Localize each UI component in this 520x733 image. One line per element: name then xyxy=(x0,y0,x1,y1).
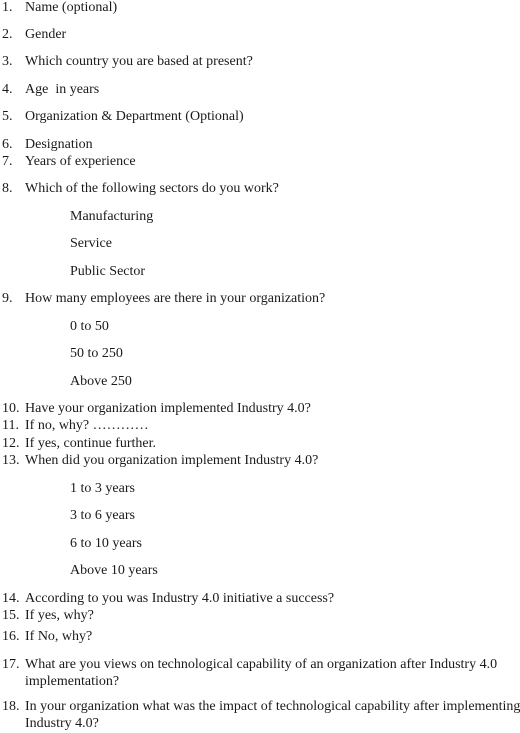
question-text: Years of experience xyxy=(25,154,136,169)
question-text-continuation: Industry 4.0? xyxy=(25,716,99,731)
question-number: 12. xyxy=(2,436,20,451)
question-text: If yes, why? xyxy=(25,608,94,623)
question-text: If yes, continue further. xyxy=(25,436,157,451)
question-text-continuation: implementation? xyxy=(25,674,120,689)
question-number: 10. xyxy=(2,401,20,416)
question-number: 11. xyxy=(2,418,19,433)
question-number: 15. xyxy=(2,608,20,623)
question-number: 1. xyxy=(2,0,13,15)
question-text: In your organization what was the impact of technological capability after implementing xyxy=(25,699,520,714)
question-text: If no, why? ………… xyxy=(25,418,149,433)
question-number: 3. xyxy=(2,54,13,69)
question-number: 14. xyxy=(2,591,20,606)
question-number: 18. xyxy=(2,699,20,714)
option-1-to-3-years: 1 to 3 years xyxy=(70,481,135,496)
question-number: 7. xyxy=(2,154,13,169)
question-number: 16. xyxy=(2,629,20,644)
option-3-to-6-years: 3 to 6 years xyxy=(70,508,135,523)
question-text: Which country you are based at present? xyxy=(25,54,253,69)
question-text: Designation xyxy=(25,137,93,152)
option-6-to-10-years: 6 to 10 years xyxy=(70,536,142,551)
option-0-to-50: 0 to 50 xyxy=(70,319,109,334)
question-number: 13. xyxy=(2,453,20,468)
question-text: According to you was Industry 4.0 initiative a success? xyxy=(25,591,335,606)
question-text: How many employees are there in your organization? xyxy=(25,291,326,306)
question-number: 2. xyxy=(2,27,13,42)
question-number: 17. xyxy=(2,657,20,672)
option-above-10-years: Above 10 years xyxy=(70,563,158,578)
question-text: What are you views on technological capability of an organization after Industry 4.0 xyxy=(25,657,498,672)
question-number: 9. xyxy=(2,291,13,306)
question-text: Gender xyxy=(25,27,67,42)
question-text: Organization & Department (Optional) xyxy=(25,109,244,124)
question-number: 6. xyxy=(2,137,13,152)
question-text: Age in years xyxy=(25,82,100,97)
option-service: Service xyxy=(70,236,112,251)
question-text: When did you organization implement Industry 4.0? xyxy=(25,453,319,468)
option-public-sector: Public Sector xyxy=(70,264,146,279)
question-number: 8. xyxy=(2,181,13,196)
question-text: Name (optional) xyxy=(25,0,118,15)
question-text: If No, why? xyxy=(25,629,93,644)
option-above-250: Above 250 xyxy=(70,374,132,389)
option-manufacturing: Manufacturing xyxy=(70,209,154,224)
question-number: 5. xyxy=(2,109,13,124)
question-text: Which of the following sectors do you work? xyxy=(25,181,279,196)
question-number: 4. xyxy=(2,82,13,97)
option-50-to-250: 50 to 250 xyxy=(70,346,123,361)
question-text: Have your organization implemented Industry 4.0? xyxy=(25,401,311,416)
